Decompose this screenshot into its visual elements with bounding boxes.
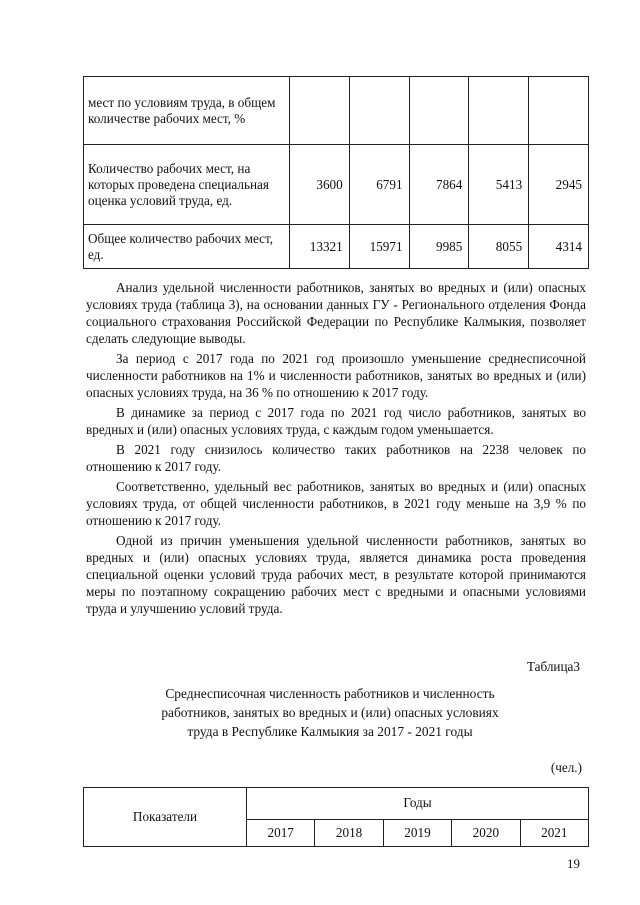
row-label: мест по условиям труда, в общем количестве рабочих мест, % [84, 77, 290, 145]
workplaces-table [83, 76, 589, 269]
table-cell: 7864 [409, 145, 469, 225]
row-label: Общее количество рабочих мест, ед. [84, 225, 290, 269]
table-cell [289, 77, 349, 145]
table-cell: 13321 [289, 225, 349, 269]
year-header: 2020 [452, 819, 520, 846]
paragraph: В 2021 году снизилось количество таких работников на 2238 человек по отношению к 2017 году. [86, 442, 586, 474]
table-cell: 8055 [469, 225, 529, 269]
table-label: Таблица3 [526, 659, 580, 674]
table-cell [409, 77, 469, 145]
indicator-header: Показатели [84, 788, 247, 847]
page-number: 19 [567, 856, 580, 871]
table-cell: 9985 [409, 225, 469, 269]
table-row [84, 225, 589, 269]
table-title-line: Среднесписочная численность работников и численность [165, 686, 495, 701]
table-row [84, 77, 589, 145]
table-title-line: работников, занятых во вредных и (или) опасных условиях [161, 705, 499, 720]
employees-table [83, 787, 589, 847]
table-cell [529, 77, 589, 145]
table-cell [349, 77, 409, 145]
table-cell: 2945 [529, 145, 589, 225]
table-title-line: труда в Республике Калмыкия за 2017 - 2021 годы [187, 724, 473, 739]
table-header-row [84, 788, 589, 820]
table-cell: 4314 [529, 225, 589, 269]
table-title [120, 684, 540, 741]
table-cell: 3600 [289, 145, 349, 225]
year-header: 2018 [315, 819, 383, 846]
table-cell: 5413 [469, 145, 529, 225]
table-cell [469, 77, 529, 145]
paragraph: Соответственно, удельный вес работников, занятых во вредных и (или) опасных условиях труда, от общей численности работников, в 2021 году меньше на 3,9 % по отношению к 2017 году. [86, 479, 586, 528]
paragraph: За период с 2017 года по 2021 год произошло уменьшение среднесписочной численности работников на 1% и численности работников, занятых во вредных и (или) опасных условиях труда, на 36 % по отношению к 2017 году. [86, 351, 586, 400]
table-cell: 6791 [349, 145, 409, 225]
table-cell: 15971 [349, 225, 409, 269]
paragraph: Одной из причин уменьшения удельной численности работников, занятых во вредных и (или) опасных условиях труда, является динамика роста проведения специальной оценки условий труда рабочих мест, в результате которой принимаются меры по поэтапному сокращению рабочих мест с вредными и опасными условиями труда и улучшению условий труда. [86, 533, 586, 616]
years-header: Годы [247, 788, 589, 820]
table-row [84, 145, 589, 225]
paragraph: Анализ удельной численности работников, занятых во вредных и (или) опасных условиях труда (таблица 3), на основании данных ГУ - Регионального отделения Фонда социального страхования Российской Федерации по Республике Калмыкия, позволяет сделать следующие выводы. [86, 280, 586, 346]
year-header: 2021 [520, 819, 588, 846]
analysis-text [86, 279, 586, 620]
row-label: Количество рабочих мест, на которых проведена специальная оценка условий труда, ед. [84, 145, 290, 225]
year-header: 2017 [247, 819, 315, 846]
unit-label: (чел.) [550, 760, 582, 775]
paragraph: В динамике за период с 2017 года по 2021 год число работников, занятых во вредных и (или) опасных условиях труда, с каждым годом уменьшается. [86, 405, 586, 437]
year-header: 2019 [383, 819, 451, 846]
